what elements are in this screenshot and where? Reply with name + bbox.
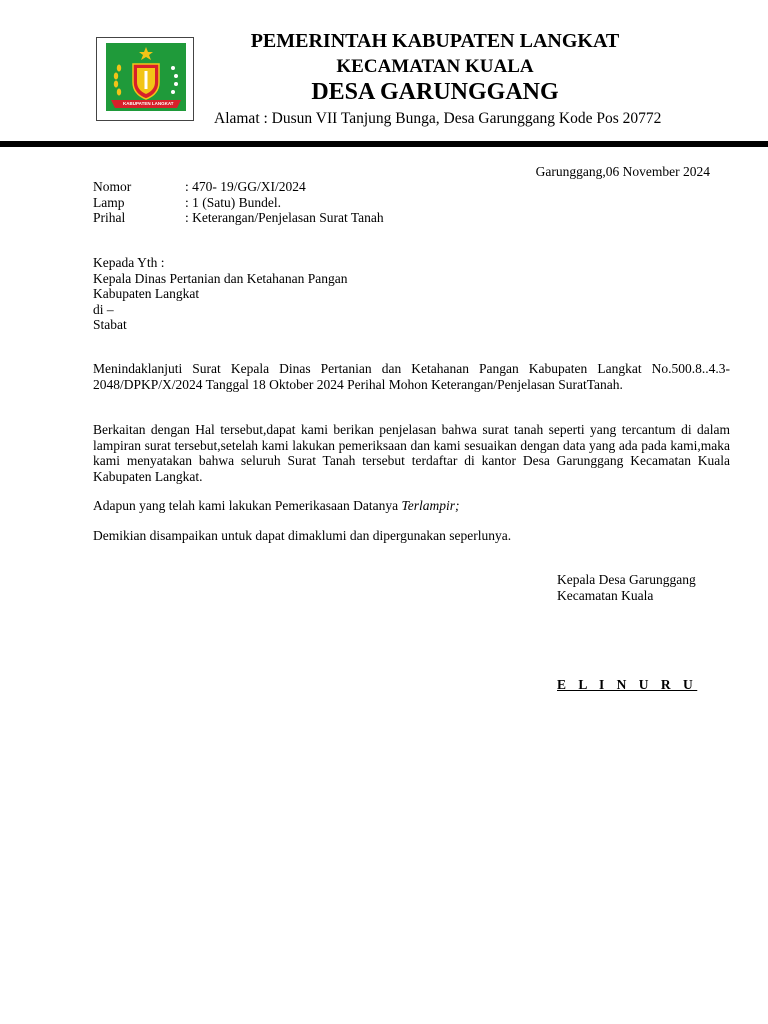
meta-row-attachment (93, 195, 384, 211)
letter-meta (93, 179, 384, 226)
body-paragraph-2: Berkaitan dengan Hal tersebut,dapat kami berikan penjelasan bahwa surat tanah seperti yang tercantum di dalam lampiran surat tersebut,setelah kami lakukan pemeriksaan dan kami sesuaikan dengan data yang ada pada kami,maka kami menyatakan bahwa seluruh Surat Tanah tersebut terdaftar di kantor Desa Garunggang Kecamatan Kuala Kabupaten Langkat. (93, 422, 730, 484)
regency-logo (96, 37, 194, 121)
recipient-line: Kepala Dinas Pertanian dan Ketahanan Pangan (93, 270, 348, 286)
meta-key: Prihal (93, 210, 126, 225)
letterhead-divider (0, 141, 768, 147)
recipient-line: di – (93, 301, 114, 317)
office-address: Alamat : Dusun VII Tanjung Bunga, Desa Garunggang Kode Pos 20772 (214, 110, 662, 127)
district-title: KECAMATAN KUALA (336, 56, 534, 77)
meta-row-subject (93, 210, 384, 226)
signature-title: Kepala Desa Garunggang (557, 572, 696, 587)
regency-emblem-icon (97, 38, 193, 120)
signature-subtitle: Kecamatan Kuala (557, 587, 654, 603)
village-title: DESA GARUNGGANG (311, 79, 559, 105)
attachment-note: Terlampir; (401, 498, 460, 513)
body-paragraph-4: Demikian disampaikan untuk dapat dimaklumi dan dipergunakan seperlunya. (93, 528, 512, 543)
letter-date: Garunggang,06 November 2024 (535, 164, 710, 179)
meta-value: : 1 (Satu) Bundel. (185, 194, 281, 210)
paragraph-text: Adapun yang telah kami lakukan Pemerikasaan Datanya (93, 498, 402, 513)
recipient-block (93, 255, 348, 333)
body-paragraph-3 (93, 498, 730, 514)
body-paragraph-1: Menindaklanjuti Surat Kepala Dinas Pertanian dan Ketahanan Pangan Kabupaten Langkat No.500.8..4.3-2048/DPKP/X/2024 Tanggal 18 Oktober 2024 Perihal Mohon Keterangan/Penjelasan SuratTanah. (93, 361, 730, 392)
meta-value: : 470- 19/GG/XI/2024 (185, 179, 306, 194)
signature-block (557, 572, 696, 603)
recipient-line: Kepada Yth : (93, 255, 165, 270)
meta-key: Nomor (93, 179, 132, 194)
government-title: PEMERINTAH KABUPATEN LANGKAT (250, 30, 620, 52)
recipient-line: Stabat (93, 317, 127, 332)
meta-row-number (93, 179, 384, 195)
logo-label: KABUPATEN LANGKAT (123, 101, 174, 106)
recipient-line: Kabupaten Langkat (93, 286, 200, 301)
signer-name: E L I N U R U (557, 677, 698, 692)
meta-key: Lamp (93, 194, 125, 210)
meta-value: : Keterangan/Penjelasan Surat Tanah (185, 210, 384, 225)
